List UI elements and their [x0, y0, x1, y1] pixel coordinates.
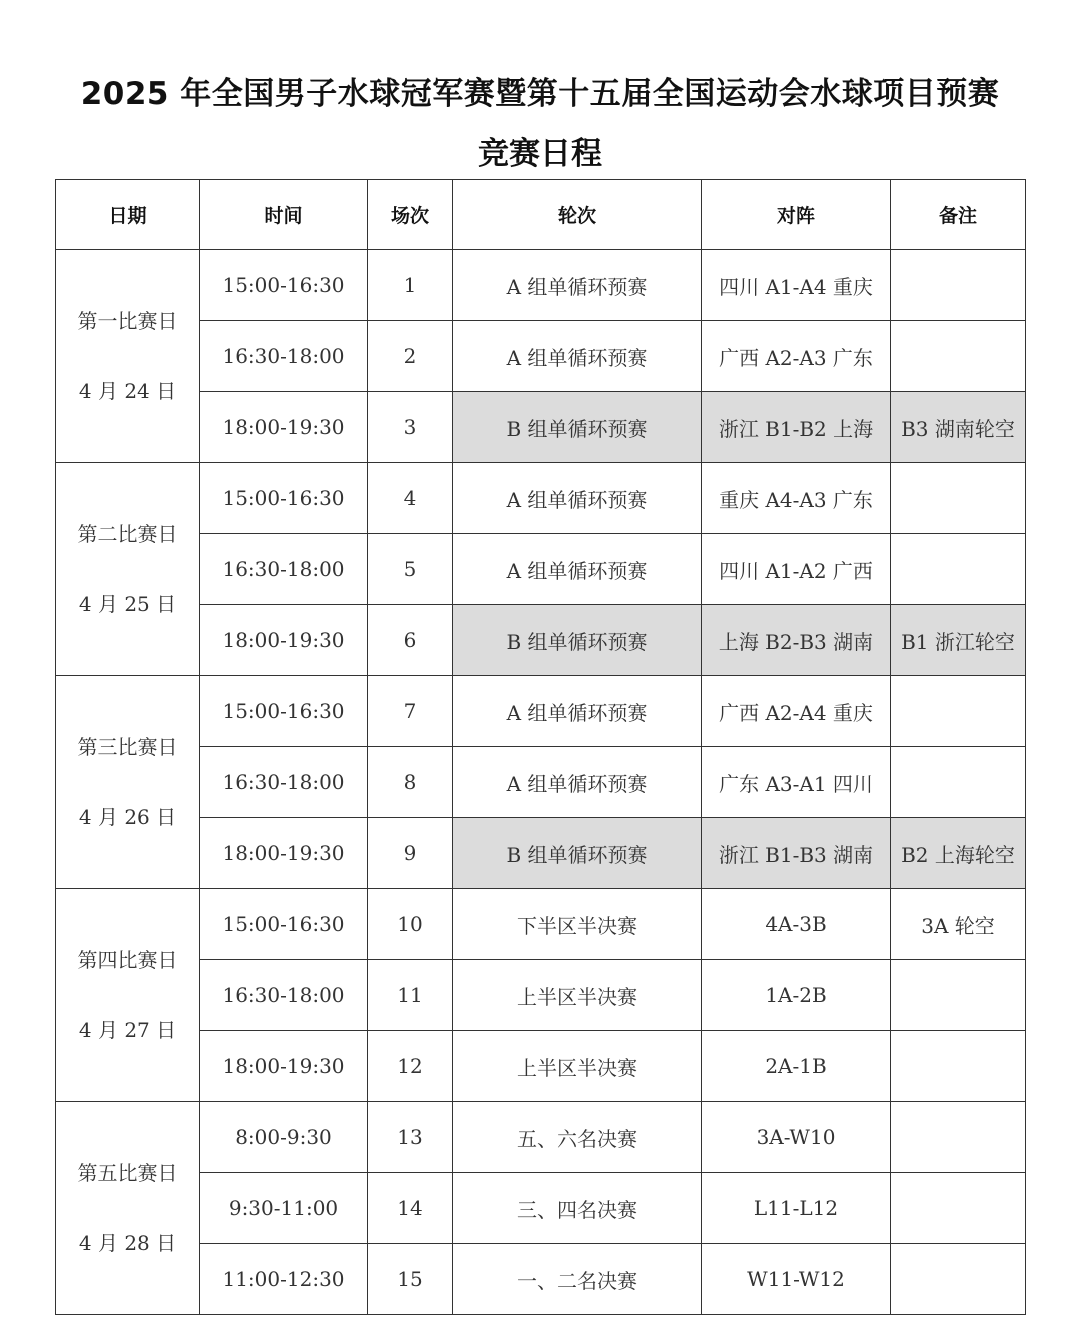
fixture-cell: 重庆 A4-A3 广东 — [702, 463, 891, 534]
round-cell: A 组单循环预赛 — [453, 676, 702, 747]
match-number-cell: 5 — [368, 534, 453, 605]
note-cell: 3A 轮空 — [891, 889, 1026, 960]
fixture-cell: L11-L12 — [702, 1173, 891, 1244]
match-number-cell: 13 — [368, 1102, 453, 1173]
match-day-date: 4 月 25 日 — [78, 592, 177, 616]
match-number-cell: 12 — [368, 1031, 453, 1102]
note-cell: B1 浙江轮空 — [891, 605, 1026, 676]
note-cell — [891, 463, 1026, 534]
match-number-cell: 7 — [368, 676, 453, 747]
time-cell: 9:30-11:00 — [200, 1173, 368, 1244]
note-cell — [891, 321, 1026, 392]
note-cell — [891, 1173, 1026, 1244]
table-row — [56, 747, 1026, 818]
match-number-cell: 6 — [368, 605, 453, 676]
time-cell: 18:00-19:30 — [200, 605, 368, 676]
time-cell: 8:00-9:30 — [200, 1102, 368, 1173]
fixture-cell: 浙江 B1-B2 上海 — [702, 392, 891, 463]
match-number-cell: 1 — [368, 250, 453, 321]
round-cell: 三、四名决赛 — [453, 1173, 702, 1244]
table-row — [56, 1031, 1026, 1102]
note-cell — [891, 676, 1026, 747]
round-cell: 五、六名决赛 — [453, 1102, 702, 1173]
table-row — [56, 1173, 1026, 1244]
match-number-cell: 14 — [368, 1173, 453, 1244]
note-cell — [891, 1244, 1026, 1315]
fixture-cell: 2A-1B — [702, 1031, 891, 1102]
header-match: 场次 — [368, 180, 453, 250]
round-cell: B 组单循环预赛 — [453, 605, 702, 676]
match-number-cell: 2 — [368, 321, 453, 392]
table-row — [56, 605, 1026, 676]
fixture-cell: 广东 A3-A1 四川 — [702, 747, 891, 818]
header-time: 时间 — [200, 180, 368, 250]
fixture-cell: 上海 B2-B3 湖南 — [702, 605, 891, 676]
match-day-cell — [56, 1102, 200, 1315]
round-cell: B 组单循环预赛 — [453, 392, 702, 463]
time-cell: 15:00-16:30 — [200, 889, 368, 960]
match-day-cell — [56, 676, 200, 889]
time-cell: 18:00-19:30 — [200, 1031, 368, 1102]
match-day-name: 第三比赛日 — [77, 735, 178, 759]
fixture-cell: 1A-2B — [702, 960, 891, 1031]
fixture-cell: 四川 A1-A4 重庆 — [702, 250, 891, 321]
table-row — [56, 392, 1026, 463]
match-number-cell: 11 — [368, 960, 453, 1031]
fixture-cell: 广西 A2-A4 重庆 — [702, 676, 891, 747]
document-title: 2025 年全国男子水球冠军赛暨第十五届全国运动会水球项目预赛 — [80, 76, 1000, 112]
note-cell — [891, 1102, 1026, 1173]
match-day-cell — [56, 889, 200, 1102]
note-cell — [891, 1031, 1026, 1102]
time-cell: 15:00-16:30 — [200, 250, 368, 321]
header-fixture: 对阵 — [702, 180, 891, 250]
match-day-date: 4 月 24 日 — [78, 379, 177, 403]
time-cell: 18:00-19:30 — [200, 818, 368, 889]
match-number-cell: 15 — [368, 1244, 453, 1315]
fixture-cell: W11-W12 — [702, 1244, 891, 1315]
round-cell: A 组单循环预赛 — [453, 321, 702, 392]
match-number-cell: 9 — [368, 818, 453, 889]
note-cell: B2 上海轮空 — [891, 818, 1026, 889]
round-cell: A 组单循环预赛 — [453, 250, 702, 321]
schedule-body — [56, 250, 1026, 1315]
round-cell: 上半区半决赛 — [453, 1031, 702, 1102]
note-cell — [891, 534, 1026, 605]
table-row — [56, 321, 1026, 392]
table-row — [56, 250, 1026, 321]
time-cell: 11:00-12:30 — [200, 1244, 368, 1315]
table-row — [56, 818, 1026, 889]
fixture-cell: 广西 A2-A3 广东 — [702, 321, 891, 392]
time-cell: 16:30-18:00 — [200, 747, 368, 818]
match-day-date: 4 月 26 日 — [78, 805, 177, 829]
match-number-cell: 3 — [368, 392, 453, 463]
match-day-date: 4 月 27 日 — [78, 1018, 177, 1042]
fixture-cell: 4A-3B — [702, 889, 891, 960]
round-cell: A 组单循环预赛 — [453, 534, 702, 605]
match-number-cell: 10 — [368, 889, 453, 960]
time-cell: 16:30-18:00 — [200, 534, 368, 605]
time-cell: 18:00-19:30 — [200, 392, 368, 463]
table-row — [56, 534, 1026, 605]
fixture-cell: 3A-W10 — [702, 1102, 891, 1173]
round-cell: 下半区半决赛 — [453, 889, 702, 960]
schedule-table — [55, 179, 1026, 1315]
time-cell: 16:30-18:00 — [200, 321, 368, 392]
time-cell: 15:00-16:30 — [200, 463, 368, 534]
header-row — [56, 180, 1026, 250]
match-day-name: 第四比赛日 — [77, 948, 178, 972]
note-cell — [891, 747, 1026, 818]
note-cell — [891, 250, 1026, 321]
note-cell: B3 湖南轮空 — [891, 392, 1026, 463]
table-row — [56, 463, 1026, 534]
match-day-date: 4 月 28 日 — [78, 1231, 177, 1255]
header-date: 日期 — [56, 180, 200, 250]
time-cell: 16:30-18:00 — [200, 960, 368, 1031]
match-day-cell — [56, 250, 200, 463]
table-row — [56, 1244, 1026, 1315]
round-cell: A 组单循环预赛 — [453, 747, 702, 818]
match-day-name: 第二比赛日 — [77, 522, 178, 546]
note-cell — [891, 960, 1026, 1031]
round-cell: A 组单循环预赛 — [453, 463, 702, 534]
round-cell: B 组单循环预赛 — [453, 818, 702, 889]
match-day-cell — [56, 463, 200, 676]
time-cell: 15:00-16:30 — [200, 676, 368, 747]
fixture-cell: 浙江 B1-B3 湖南 — [702, 818, 891, 889]
table-row — [56, 889, 1026, 960]
table-row — [56, 960, 1026, 1031]
round-cell: 上半区半决赛 — [453, 960, 702, 1031]
match-day-name: 第五比赛日 — [77, 1161, 178, 1185]
header-round: 轮次 — [453, 180, 702, 250]
match-day-name: 第一比赛日 — [77, 309, 178, 333]
round-cell: 一、二名决赛 — [453, 1244, 702, 1315]
document-subtitle: 竞赛日程 — [478, 136, 602, 172]
fixture-cell: 四川 A1-A2 广西 — [702, 534, 891, 605]
table-row — [56, 1102, 1026, 1173]
table-row — [56, 676, 1026, 747]
header-note: 备注 — [891, 180, 1026, 250]
match-number-cell: 4 — [368, 463, 453, 534]
match-number-cell: 8 — [368, 747, 453, 818]
